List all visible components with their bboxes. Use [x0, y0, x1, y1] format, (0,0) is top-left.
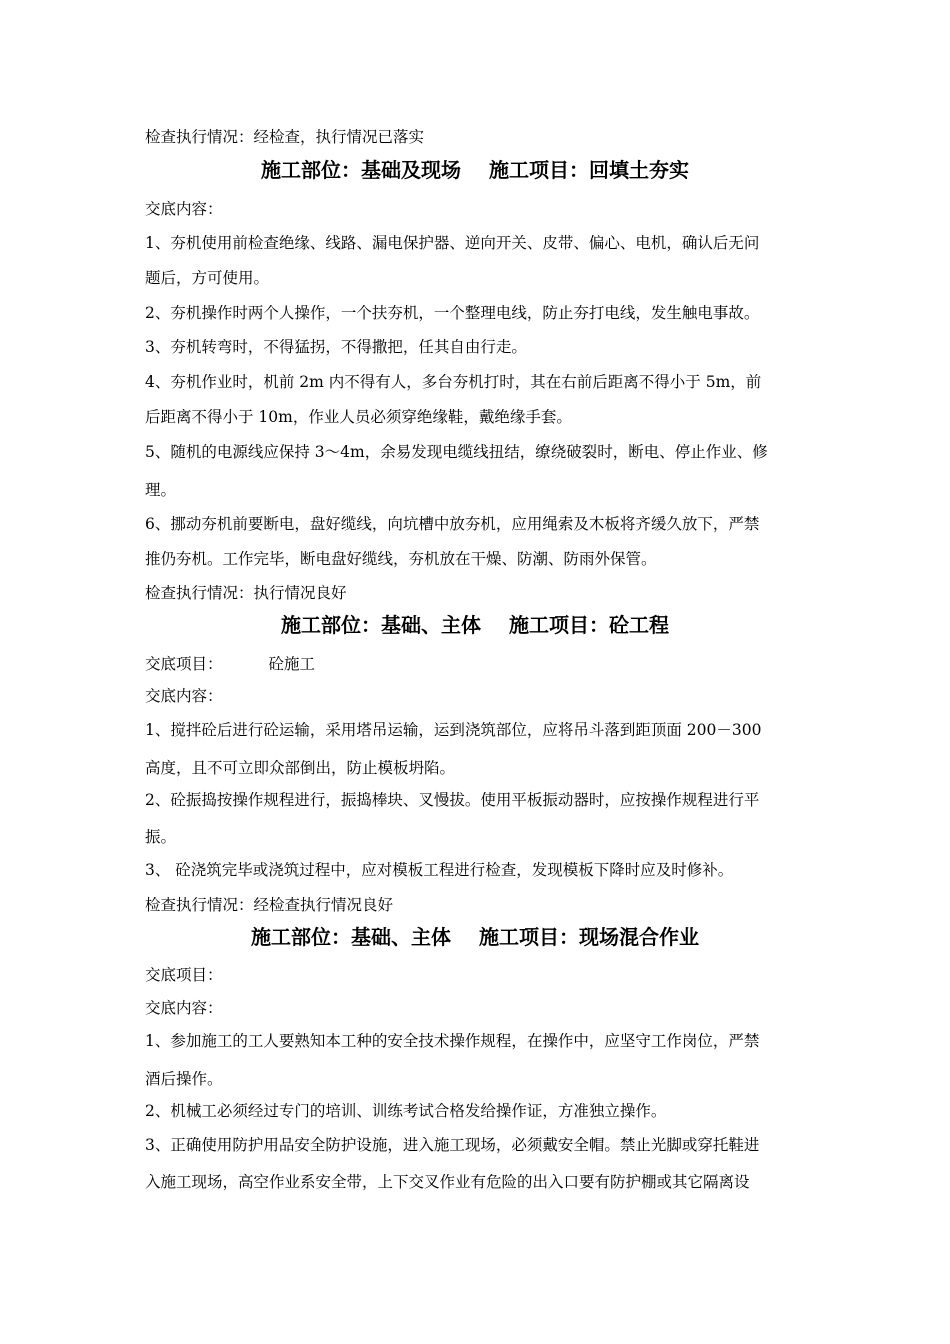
heading-location: 施工部位：基础、主体: [281, 613, 481, 637]
paragraph-line: 理。: [145, 481, 177, 499]
section-heading: [0, 924, 950, 950]
paragraph-line: 2、砼振捣按操作规程进行，振捣棒块、叉慢拔。使用平板振动器时，应按操作规程进行平: [145, 791, 760, 809]
paragraph-line: 振。: [145, 828, 177, 846]
content-label: 交底内容：: [145, 687, 223, 705]
paragraph-line: 3、夯机转弯时，不得猛拐，不得撒把，任其自由行走。: [145, 338, 527, 356]
status-line: 检查执行情况：经检查，执行情况已落实: [145, 128, 425, 146]
heading-location: 施工部位：基础及现场: [261, 158, 461, 182]
paragraph-line: 3、正确使用防护用品安全防护设施，进入施工现场，必须戴安全帽。禁止光脚或穿托鞋进: [145, 1136, 760, 1154]
item-line: [145, 654, 810, 674]
content-label: 交底内容：: [145, 999, 223, 1017]
paragraph-line: 入施工现场，高空作业系安全带，上下交叉作业有危险的出入口要有防护棚或其它隔离设: [145, 1173, 750, 1191]
paragraph-line: 高度，且不可立即众部倒出，防止模板坍陷。: [145, 759, 456, 777]
paragraph-line: 酒后操作。: [145, 1070, 223, 1088]
section-heading: [0, 157, 950, 183]
paragraph-line: 5、随机的电源线应保持 3～4m，余易发现电缆线扭结，缭绕破裂时，断电、停止作业、修: [145, 443, 768, 461]
item-label: 交底项目：: [145, 655, 223, 673]
status-line: 检查执行情况：执行情况良好: [145, 584, 347, 602]
item-label: 交底项目：: [145, 966, 223, 984]
paragraph-line: 题后，方可使用。: [145, 269, 270, 287]
heading-project: 施工项目：现场混合作业: [479, 925, 699, 949]
paragraph-line: 推仍夯机。工作完毕，断电盘好缆线，夯机放在干燥、防潮、防雨外保管。: [145, 550, 657, 568]
paragraph-line: 3、 砼浇筑完毕或浇筑过程中，应对模板工程进行检查，发现模板下降时应及时修补。: [145, 861, 734, 879]
paragraph-line: 4、夯机作业时，机前 2m 内不得有人，多台夯机打时，其在右前后距离不得小于 5m，前: [145, 373, 762, 391]
paragraph-line: 后距离不得小于 10m，作业人员必须穿绝缘鞋，戴绝缘手套。: [145, 408, 572, 426]
heading-location: 施工部位：基础、主体: [251, 925, 451, 949]
paragraph-line: 2、夯机操作时两个人操作，一个扶夯机，一个整理电线，防止夯打电线，发生触电事故。: [145, 304, 760, 322]
paragraph-line: 1、夯机使用前检查绝缘、线路、漏电保护器、逆向开关、皮带、偏心、电机，确认后无问: [145, 234, 760, 252]
paragraph-line: 2、机械工必须经过专门的培训、训练考试合格发给操作证，方准独立操作。: [145, 1102, 667, 1120]
paragraph-line: 1、参加施工的工人要熟知本工种的安全技术操作规程，在操作中，应坚守工作岗位，严禁: [145, 1032, 760, 1050]
status-line: 检查执行情况：经检查执行情况良好: [145, 896, 394, 914]
heading-project: 施工项目：回填土夯实: [489, 158, 689, 182]
content-label: 交底内容：: [145, 200, 223, 218]
section-heading: [0, 612, 950, 638]
item-value: 砼施工: [268, 655, 316, 673]
paragraph-line: 6、挪动夯机前要断电，盘好缆线，向坑槽中放夯机，应用绳索及木板将齐缓久放下，严禁: [145, 515, 760, 533]
heading-project: 施工项目：砼工程: [509, 613, 669, 637]
paragraph-line: 1、搅拌砼后进行砼运输，采用塔吊运输，运到浇筑部位，应将吊斗落到距顶面 200－300: [145, 721, 762, 739]
